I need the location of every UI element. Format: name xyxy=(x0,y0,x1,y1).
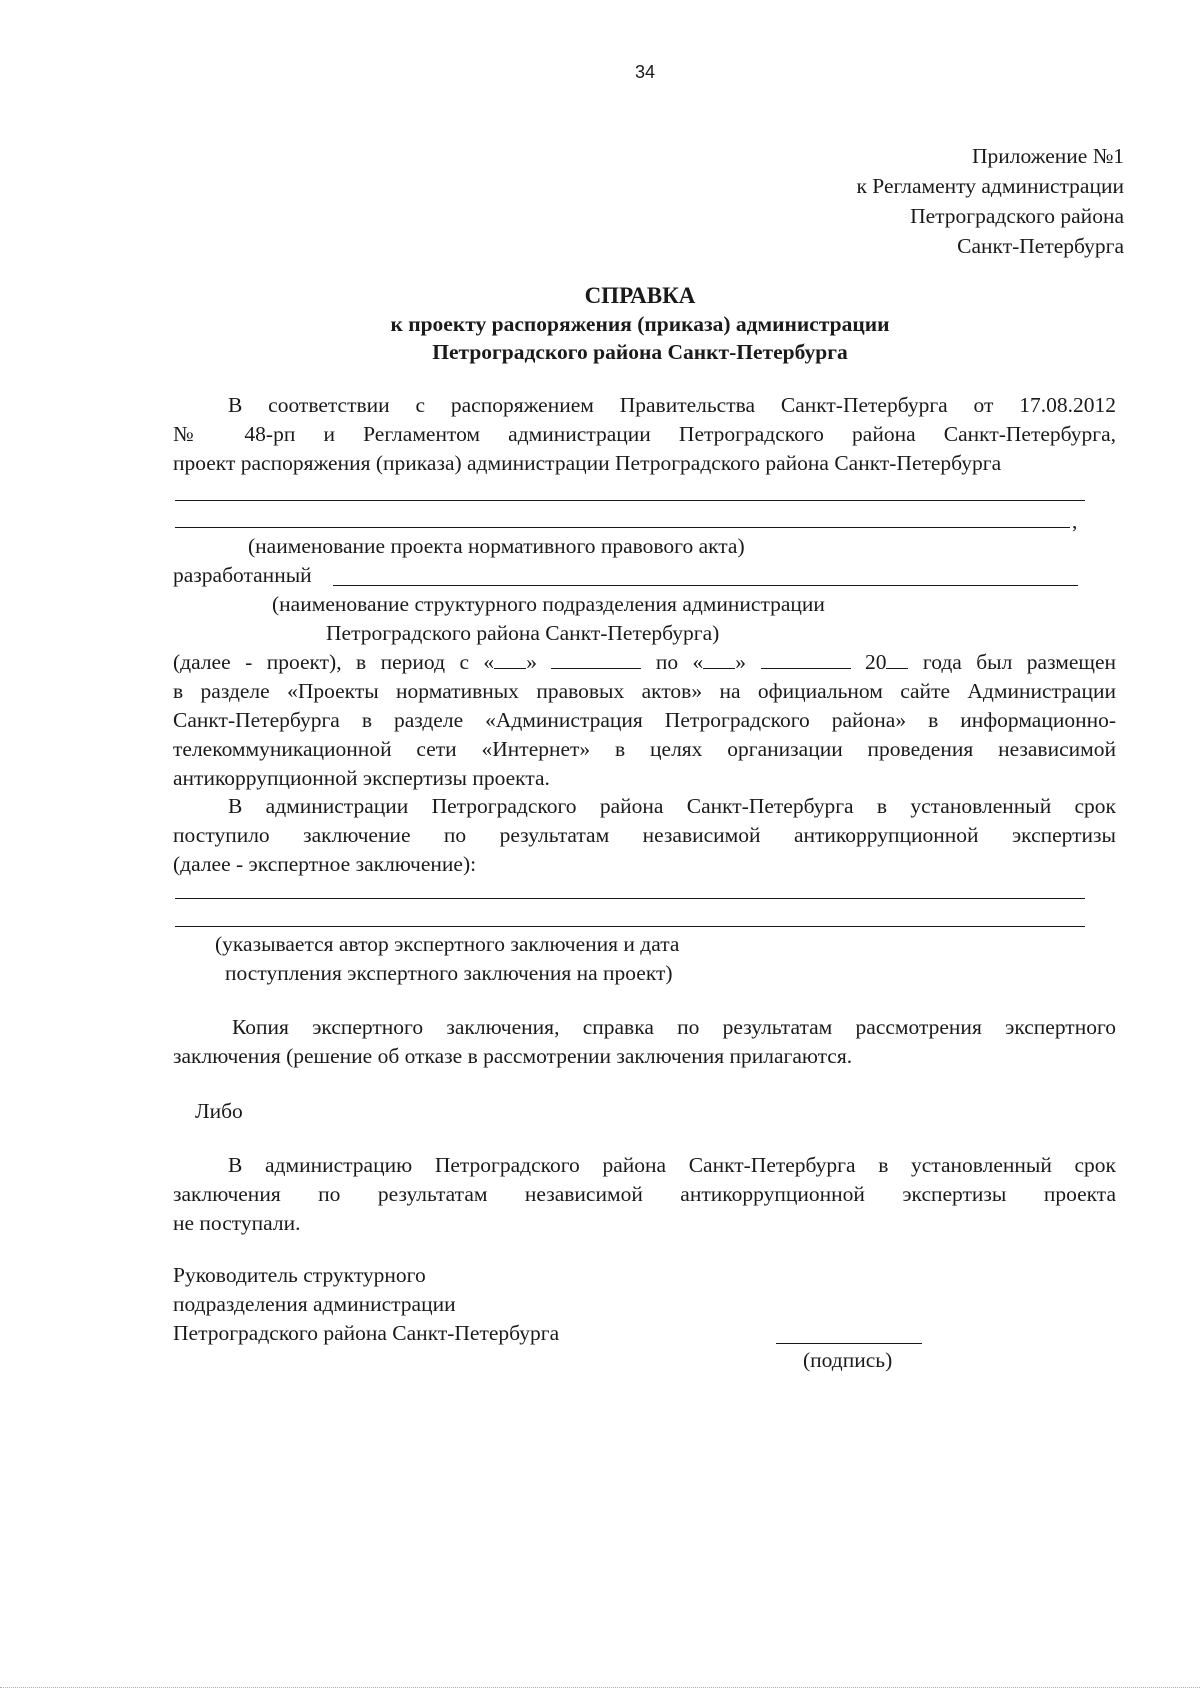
fill-month-from[interactable] xyxy=(551,648,641,669)
period-text: » xyxy=(735,650,747,674)
not-received-paragraph xyxy=(173,1180,1116,1209)
appendix-line: к Регламенту администрации xyxy=(856,174,1124,198)
signatory-line: Руководитель структурного xyxy=(173,1263,426,1287)
placement-line: Санкт-Петербурга в разделе «Администрация Петроградского района» в информационно- xyxy=(173,708,1116,732)
or-label: Либо xyxy=(195,1099,243,1123)
intro-line: В соответствии с распоряжением Правительства Санкт-Петербурга от 17.08.2012 xyxy=(228,393,1116,417)
line-end-comma: , xyxy=(1072,509,1078,533)
document-subtitle: Петроградского района Санкт-Петербурга xyxy=(432,340,848,364)
hint-author: (указывается автор экспертного заключения и дата xyxy=(215,932,680,956)
signatory-block xyxy=(173,1261,559,1348)
signatory-line: Петроградского района Санкт-Петербурга xyxy=(173,1321,560,1345)
received-paragraph xyxy=(228,792,1116,821)
received-line: В администрации Петроградского района Санкт-Петербурга в установленный срок xyxy=(228,794,1116,818)
fill-day-from[interactable] xyxy=(494,648,526,669)
copy-line: Копия экспертного заключения, справка по результатам рассмотрения экспертного xyxy=(232,1015,1116,1039)
scan-edge-artifact xyxy=(0,1687,1200,1688)
fill-line-division[interactable] xyxy=(333,585,1078,586)
received-paragraph xyxy=(173,821,1116,850)
title-block xyxy=(170,282,1110,366)
appendix-line: Петроградского района xyxy=(910,204,1124,228)
document-title: СПРАВКА xyxy=(584,283,696,308)
fill-year[interactable] xyxy=(886,648,908,669)
signatory-line: подразделения администрации xyxy=(173,1292,456,1316)
hint-author: поступления экспертного заключения на проект) xyxy=(225,961,673,985)
page-number: 34 xyxy=(634,62,656,82)
period-text: года был размещен xyxy=(922,650,1117,674)
period-text: по « xyxy=(655,650,704,674)
intro-line: проект распоряжения (приказа) администрации Петроградского района Санкт-Петербурга xyxy=(173,451,1002,475)
intro-paragraph xyxy=(173,420,1116,449)
fill-line-expert[interactable] xyxy=(175,926,1085,927)
placement-paragraph xyxy=(173,677,1116,706)
fill-line-act-name[interactable] xyxy=(175,527,1070,528)
placement-paragraph xyxy=(173,706,1116,735)
period-line xyxy=(173,648,1116,677)
appendix-line: Приложение №1 xyxy=(971,144,1124,168)
developed-label: разработанный xyxy=(173,563,312,587)
fill-line-expert[interactable] xyxy=(175,898,1085,899)
not-received-paragraph xyxy=(228,1151,1116,1180)
signature-hint: (подпись) xyxy=(803,1348,893,1372)
placement-line: антикоррупционной экспертизы проекта. xyxy=(173,766,550,790)
copy-paragraph xyxy=(232,1013,1116,1042)
fill-line-act-name[interactable] xyxy=(175,500,1085,501)
intro-line: № 48-рп и Регламентом администрации Петроградского района Санкт-Петербурга, xyxy=(173,422,1116,446)
placement-paragraph xyxy=(173,735,1116,764)
appendix-reference xyxy=(856,141,1124,261)
hint-act-name: (наименование проекта нормативного правового акта) xyxy=(248,534,745,558)
not-received-line: не поступали. xyxy=(173,1211,301,1235)
not-received-line: заключения по результатам независимой антикоррупционной экспертизы проекта xyxy=(173,1182,1116,1206)
appendix-line: Санкт-Петербурга xyxy=(957,234,1124,258)
received-line: (далее - экспертное заключение): xyxy=(173,852,477,876)
signature-line[interactable] xyxy=(776,1343,922,1344)
received-line: поступило заключение по результатам независимой антикоррупционной экспертизы xyxy=(173,823,1116,847)
fill-day-to[interactable] xyxy=(703,648,735,669)
not-received-line: В администрацию Петроградского района Санкт-Петербурга в установленный срок xyxy=(228,1153,1116,1177)
placement-line: телекоммуникационной сети «Интернет» в целях организации проведения независимой xyxy=(173,737,1116,761)
intro-paragraph xyxy=(228,391,1116,420)
period-text: (далее - проект), в период с « xyxy=(173,650,495,674)
fill-month-to[interactable] xyxy=(761,648,851,669)
copy-line: заключения (решение об отказе в рассмотрении заключения прилагаются. xyxy=(173,1044,853,1068)
period-text: 20 xyxy=(864,650,887,674)
document-subtitle: к проекту распоряжения (приказа) администрации xyxy=(390,312,890,336)
placement-line: в разделе «Проекты нормативных правовых актов» на официальном сайте Администрации xyxy=(173,679,1116,703)
hint-division: Петроградского района Санкт-Петербурга) xyxy=(326,621,720,645)
hint-division: (наименование структурного подразделения администрации xyxy=(272,592,825,616)
period-text: » xyxy=(526,650,537,674)
